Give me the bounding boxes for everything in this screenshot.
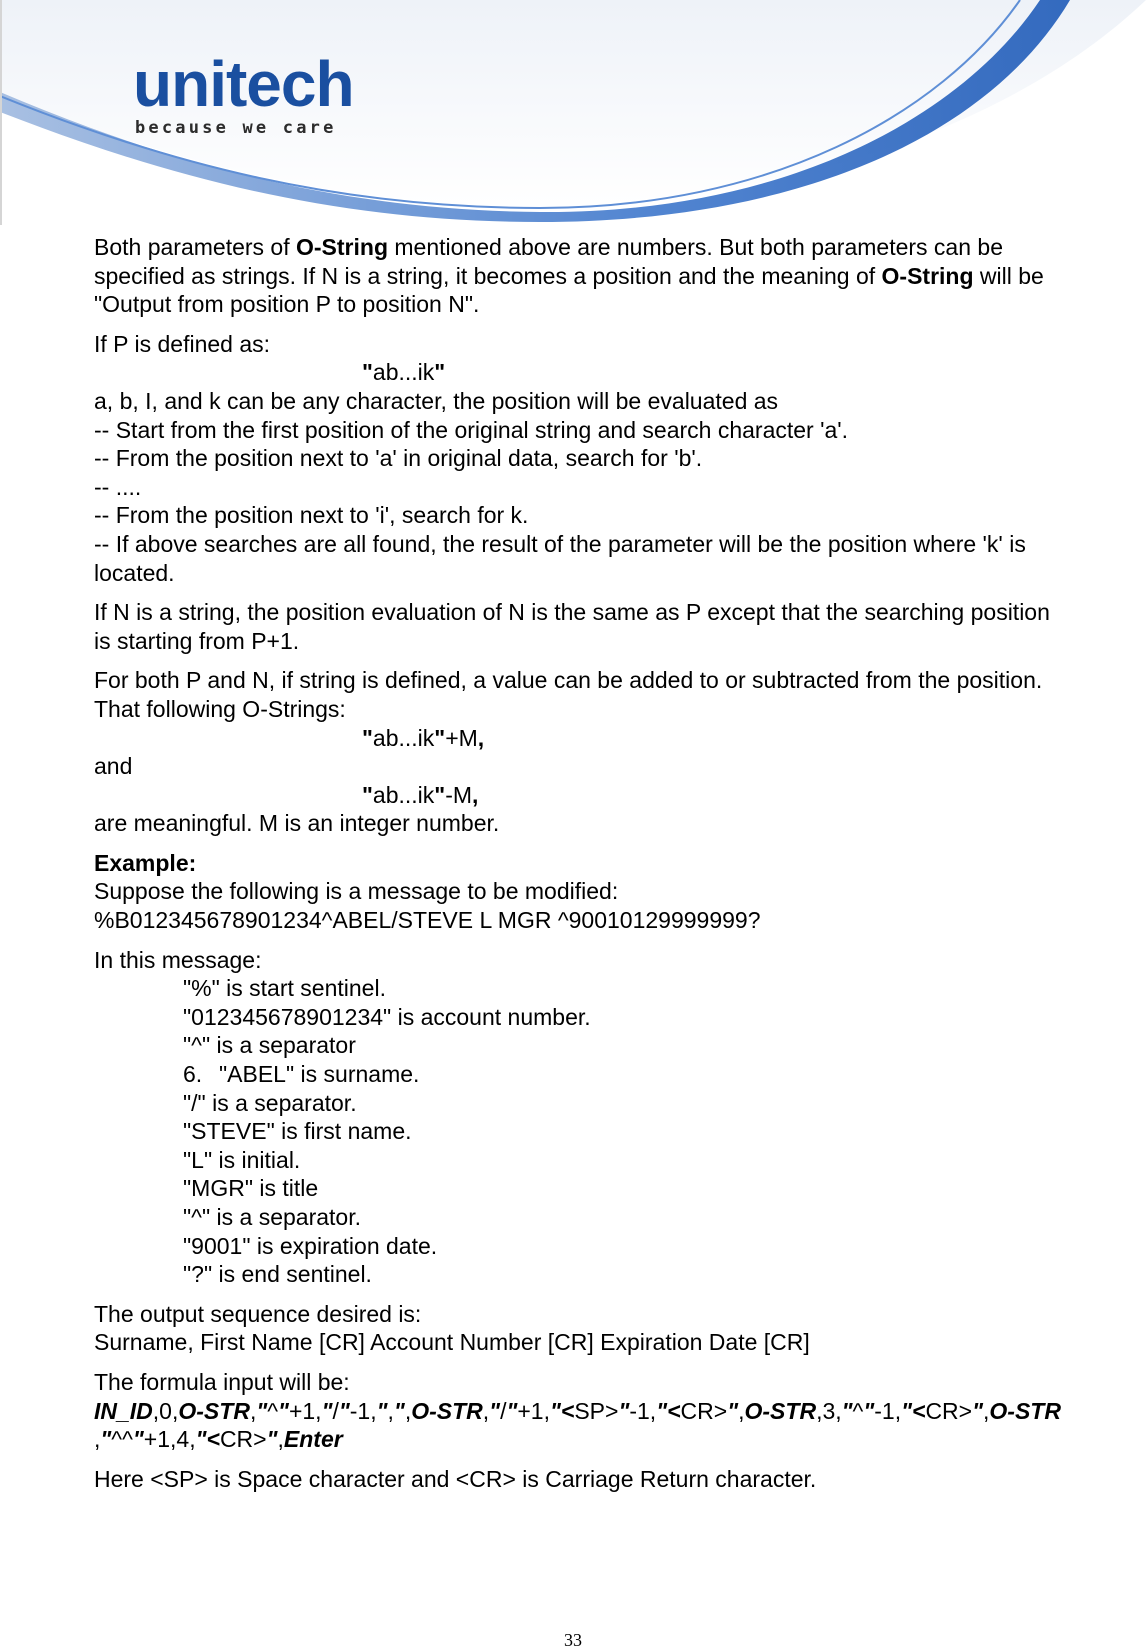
formula-token: " <box>256 1397 268 1424</box>
formula-token: ,3, <box>816 1397 842 1424</box>
formula-token: " <box>618 1397 630 1424</box>
formula-token: " <box>100 1426 112 1453</box>
formula-token: -1, <box>629 1397 657 1424</box>
formula-token: " <box>266 1426 278 1453</box>
formula-token: CR> <box>219 1426 267 1453</box>
formula-token: " <box>863 1397 875 1424</box>
code-pattern-minus: "ab...ik"-M, <box>362 781 479 808</box>
formula-token: "< <box>195 1426 220 1453</box>
brand-wordmark: unitech <box>133 48 354 120</box>
list-item: 6. "ABEL" is surname. <box>183 1061 420 1088</box>
formula-token: IN_ID <box>94 1397 153 1424</box>
example-section: Example: Suppose the following is a message to be modified: %B012345678901234^ABEL/STEVE L MGR ^90010129999999? <box>94 849 1146 935</box>
list-item: "^" is a separator. <box>183 1204 361 1230</box>
formula-token: " <box>321 1397 333 1424</box>
formula-token: -1, <box>874 1397 902 1424</box>
formula-token: , <box>482 1397 490 1424</box>
term-o-string: O-String <box>881 262 974 289</box>
example-message: %B012345678901234^ABEL/STEVE L MGR ^90010129999999? <box>94 907 761 934</box>
list-item: "MGR" is title <box>183 1175 319 1202</box>
code-pattern-plus: "ab...ik"+M, <box>362 724 485 751</box>
formula-token: " <box>338 1397 350 1424</box>
list-item: "^" is a separator <box>183 1032 356 1059</box>
formula-section: The formula input will be: IN_ID,0,O-STR,"^"+1,"/"-1,",",O-STR,"/"+1,"<SP>"-1,"<CR>",O-STR,3,"^"-1,"<CR>",O-STR ,"^^"+1,4,"<CR>",Enter Here <SP> is Space character and <CR> is Carriage Return character. <box>94 1368 1146 1493</box>
term-o-string: O-String <box>296 234 388 260</box>
formula-token: , <box>983 1397 990 1424</box>
list-item-number: 6. <box>183 1061 203 1088</box>
formula-token: , <box>387 1397 394 1424</box>
formula-token: "< <box>549 1397 575 1424</box>
list-item: "STEVE" is first name. <box>183 1118 412 1145</box>
formula-token: ,0, <box>152 1397 179 1424</box>
formula-token: , <box>738 1397 745 1424</box>
formula-token: " <box>727 1397 739 1424</box>
example-heading: Example: <box>94 849 197 876</box>
formula-token: " <box>506 1397 518 1424</box>
formula-token: ^ <box>267 1397 279 1424</box>
formula-token: " <box>393 1397 405 1424</box>
formula-token: ^ <box>852 1397 864 1424</box>
formula-line <box>94 1425 1146 1454</box>
formula-token: +1, <box>288 1397 322 1424</box>
list-item: "/" is a separator. <box>183 1089 357 1116</box>
formula-token: , <box>404 1397 412 1424</box>
formula-token: -1, <box>349 1397 377 1424</box>
formula-token: O-STR <box>178 1397 250 1424</box>
list-item: "9001" is expiration date. <box>183 1232 438 1259</box>
formula-token: " <box>278 1397 289 1424</box>
formula-token: " <box>841 1397 853 1424</box>
formula-token: O-STR <box>989 1397 1061 1424</box>
paragraph-p-definition: If P is defined as: "ab...ik" a, b, I, and k can be any character, the position will be evaluated as -- Start from the first position of the original string and search character 'a'. -- From the position next to 'a' in original data, search for 'b'. -- .... -- From the position next to 'i', search for k. -- If above searches are all found, the result of the parameter will be the position where 'k' is located. <box>94 330 1146 587</box>
formula-token: O-STR <box>411 1397 483 1424</box>
formula-token: " <box>489 1397 501 1424</box>
code-pattern: "ab...ik" <box>362 359 446 386</box>
formula-line <box>94 1397 1146 1426</box>
formula-token: , <box>277 1426 284 1453</box>
brand-logo <box>133 48 354 138</box>
brand-tagline: because we care <box>135 118 337 138</box>
paragraph-n-definition: If N is a string, the position evaluation of N is the same as P except that the searching position is starting from P+1. <box>94 599 1050 654</box>
list-item: "?" is end sentinel. <box>183 1261 372 1288</box>
formula-token: " <box>132 1426 144 1453</box>
formula-token: "< <box>656 1397 681 1424</box>
formula-token: / <box>500 1397 507 1424</box>
formula-token: +1, <box>517 1397 550 1424</box>
formula-token: SP> <box>574 1397 619 1424</box>
formula-token: / <box>332 1397 339 1424</box>
output-sequence: The output sequence desired is: Surname, First Name [CR] Account Number [CR] Expiration Date [CR] <box>94 1300 810 1356</box>
list-item: "012345678901234" is account number. <box>183 1003 591 1030</box>
formula-token: , <box>94 1426 101 1453</box>
message-breakdown: In this message: "%" is start sentinel. "012345678901234" is account number. "^" is a separator 6. "ABEL" is surname. "/" is a separator. "STEVE" is first name. "L" is initial. "MGR" is title "^" is a separator. "9001" is expiration date. "?" is end sentinel. <box>94 946 1146 1289</box>
formula-token: CR> <box>925 1397 973 1424</box>
page-number: 33 <box>564 1630 582 1650</box>
paragraph-o-string-intro: Both parameters of O-String mentioned above are numbers. But both parameters can be specified as strings. If N is a string, it becomes a position and the meaning of O-String will be "Output from position P to position N". <box>94 234 1044 318</box>
page-header <box>0 0 1146 225</box>
list-item: "L" is initial. <box>183 1146 301 1173</box>
document-body <box>94 233 1146 1493</box>
formula-token: CR> <box>680 1397 728 1424</box>
formula-token: O-STR <box>744 1397 817 1424</box>
formula-token: " <box>376 1397 388 1424</box>
formula-token: +1,4, <box>143 1426 196 1453</box>
formula-token: , <box>249 1397 257 1424</box>
formula-token: "< <box>901 1397 926 1424</box>
formula-token: Enter <box>283 1426 343 1453</box>
formula-token: " <box>972 1397 983 1424</box>
paragraph-offset: For both P and N, if string is defined, a value can be added to or subtracted from the position. That following O-Strings: "ab...ik"+M, and "ab...ik"-M, are meaningful. M is an integer number. <box>94 666 1146 838</box>
list-item: "%" is start sentinel. <box>183 975 386 1002</box>
formula-token: ^^ <box>111 1426 133 1453</box>
